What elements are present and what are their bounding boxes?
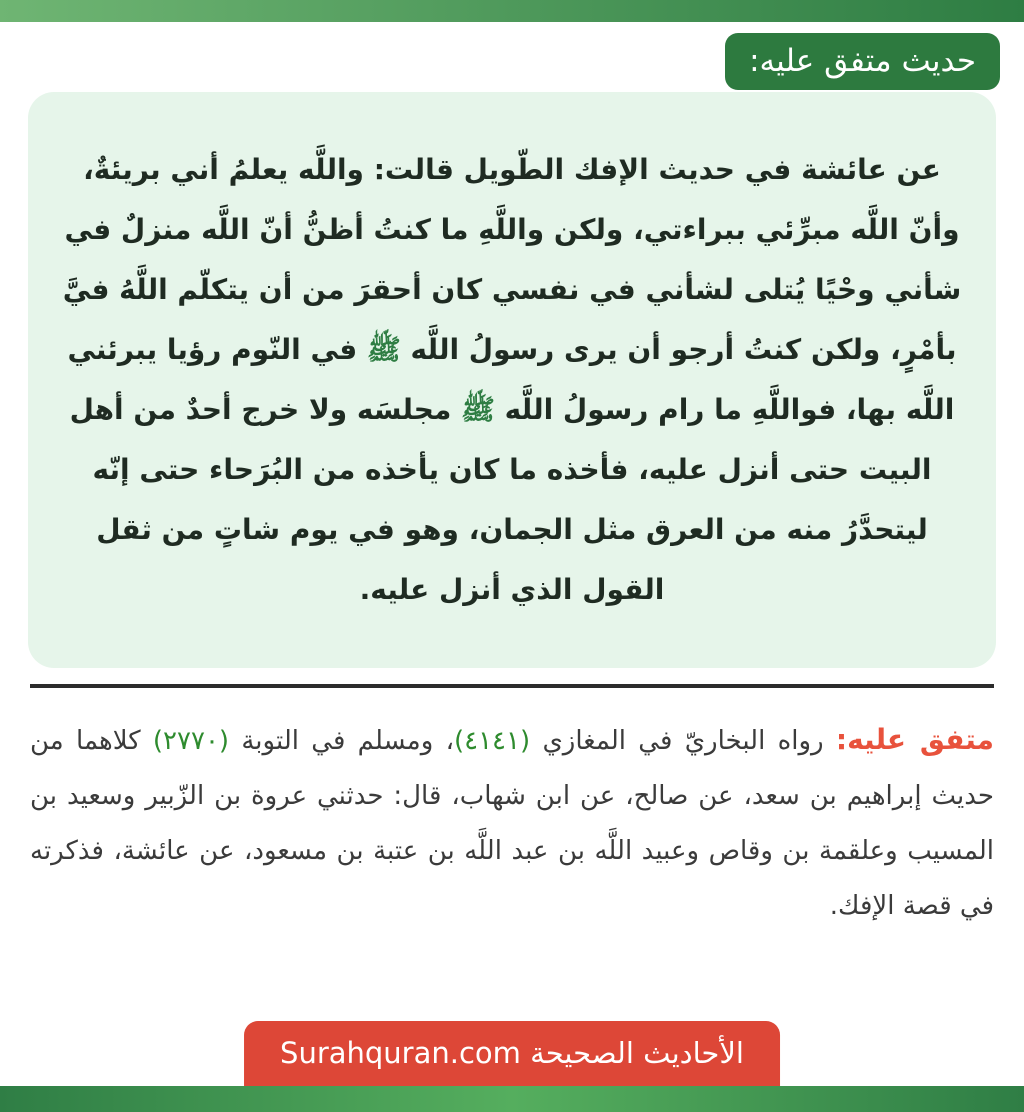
hadith-type-badge [725, 33, 1000, 90]
site-badge-label: الأحاديث الصحيحة Surahquran.com [280, 1036, 744, 1070]
top-green-bar [0, 0, 1024, 22]
saw-ligature-2: ﷺ [461, 393, 495, 426]
bottom-green-bar [0, 1086, 1024, 1112]
saw-ligature-1: ﷺ [366, 333, 401, 366]
hadith-text [58, 140, 966, 620]
hadith-text-box [28, 92, 996, 668]
reference-paragraph [30, 712, 994, 934]
site-badge[interactable] [244, 1021, 780, 1086]
hadith-type-label: حديث متفق عليه: [749, 43, 976, 79]
divider-line [30, 684, 994, 688]
hadith-segment-2: في النّوم رؤيا يبرئني اللَّه بها، فواللَّهِ ما رام رسولُ اللَّه [67, 333, 955, 426]
muslim-number: (٢٧٧٠) [152, 726, 230, 756]
bukhari-number: (٤١٤١) [453, 726, 531, 756]
hadith-segment-1: عن عائشة في حديث الإفك الطّويل قالت: واللَّه يعلمُ أني بريئةٌ، وأنّ اللَّه مبرِّئي ببراءتي، ولكن واللَّهِ ما كنتُ أظنُّ أنّ اللَّه منزلٌ في شأني وحْيًا يُتلى لشأني في نفسي كان أحقرَ من أن يتكلّم اللَّهُ فيَّ بأمْرٍ، ولكن كنتُ أرجو أن يرى رسولُ اللَّه [62, 153, 962, 366]
reference-lead: متفق عليه: [835, 723, 994, 756]
reference-segment-1: رواه البخاريّ في المغازي [530, 726, 836, 756]
reference-segment-2: ، ومسلم في التوبة [229, 726, 454, 756]
reference-segment-3: كلاهما من حديث إبراهيم بن سعد، عن صالح، عن ابن شهاب، قال: حدثني عروة بن الزّبير وسعيد بن المسيب وعلقمة بن وقاص وعبيد اللَّه بن عبد اللَّه بن عتبة بن مسعود، عن عائشة، فذكرته في قصة الإفك. [30, 726, 994, 921]
hadith-segment-3: مجلسَه ولا خرج أحدٌ من أهل البيت حتى أنزل عليه، فأخذه ما كان يأخذه من البُرَحاء حتى إنّه ليتحدَّرُ منه من العرق مثل الجمان، وهو في يوم شاتٍ من ثقل القول الذي أنزل عليه. [69, 393, 932, 606]
